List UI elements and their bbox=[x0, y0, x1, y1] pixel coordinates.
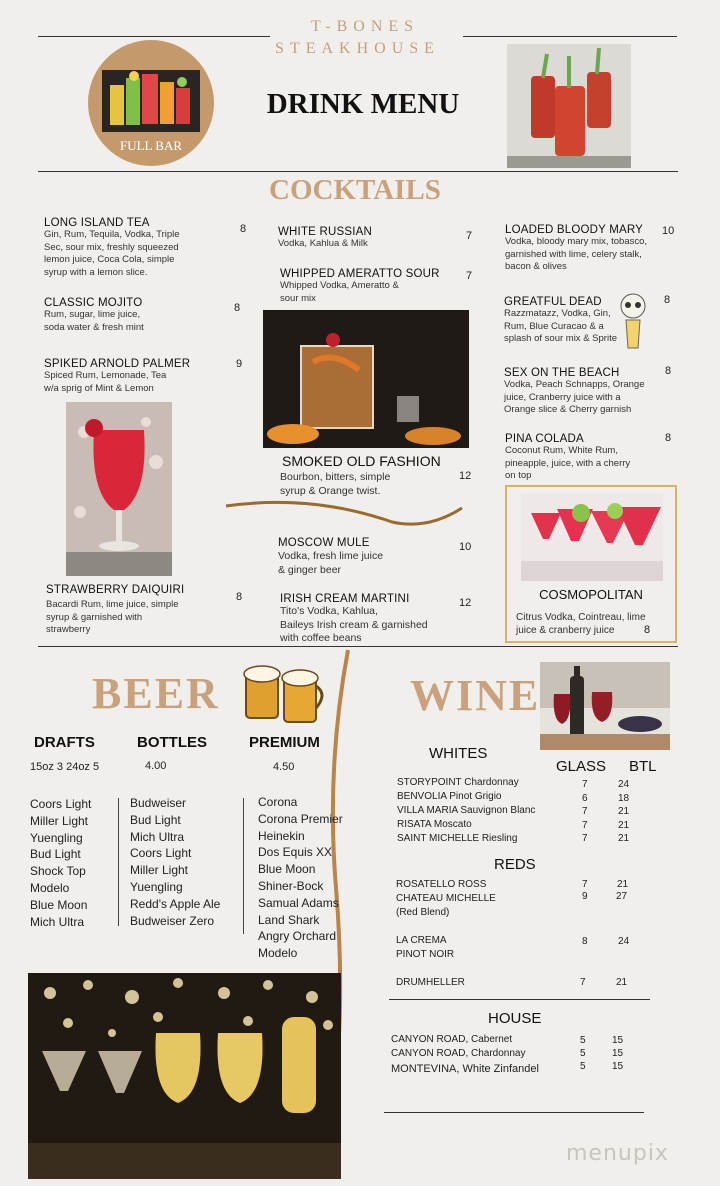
wine-btl-price: 21 bbox=[618, 833, 630, 844]
cocktail-price: 8 bbox=[240, 223, 247, 235]
wine-heading: WINE bbox=[410, 671, 541, 720]
wine-row: STORYPOINT Chardonnay bbox=[397, 777, 519, 788]
list-item: Dos Equis XX bbox=[258, 845, 333, 860]
beer-bottles-list bbox=[130, 795, 220, 929]
house-bottom-rule bbox=[384, 1112, 644, 1113]
header-rule-left bbox=[38, 36, 270, 37]
list-item: Corona Premier bbox=[258, 811, 343, 826]
list-item: Bud Light bbox=[30, 847, 81, 862]
wine-bottle-photo bbox=[540, 662, 670, 750]
list-item: Heinekin bbox=[258, 828, 305, 843]
wine-glass-price: 5 bbox=[580, 1035, 586, 1046]
wine-btl-price: 24 bbox=[618, 936, 630, 947]
wine-glass-price: 7 bbox=[582, 879, 588, 890]
beer-col-divider bbox=[243, 798, 244, 934]
cocktail-price: 8 bbox=[644, 624, 651, 636]
cocktail-long-island: LONG ISLAND TEA Gin, Rum, Tequila, Vodka, Triple Sec, sour mix, freshly squeezed lemon juice, Coca Cola, simple syrup with a lemon slice. bbox=[44, 217, 249, 279]
list-item: Redd's Apple Ale bbox=[130, 896, 221, 911]
wine-btl-price: 21 bbox=[618, 806, 630, 817]
cocktail-mojito: CLASSIC MOJITO Rum, sugar, lime juice, soda water & fresh mint bbox=[44, 297, 144, 333]
wine-btl-price: 21 bbox=[616, 977, 628, 988]
cocktail-price: 8 bbox=[236, 591, 243, 603]
list-item: Mich Ultra bbox=[30, 914, 85, 929]
beer-drafts-header: DRAFTS bbox=[34, 734, 95, 751]
cosmopolitan-desc: Citrus Vodka, Cointreau, lime juice & cranberry juice bbox=[516, 612, 646, 636]
wine-row: CHATEAU MICHELLE bbox=[396, 893, 496, 904]
cocktail-price: 8 bbox=[665, 365, 672, 377]
cocktail-price: 10 bbox=[662, 225, 675, 237]
beer-bottles-header: BOTTLES bbox=[137, 734, 207, 751]
bloody-mary-photo bbox=[507, 44, 631, 168]
wine-row: SAINT MICHELLE Riesling bbox=[397, 833, 518, 844]
wine-btl-header: BTL bbox=[629, 758, 657, 775]
page-title: DRINK MENU bbox=[266, 88, 460, 120]
wine-row: ROSATELLO ROSS bbox=[396, 879, 487, 890]
beer-heading: BEER bbox=[92, 669, 220, 718]
cocktail-price: 8 bbox=[665, 432, 672, 444]
cocktail-irish-cream: IRISH CREAM MARTINI Tito's Vodka, Kahlua, Baileys Irish cream & garnished with coffee beans bbox=[280, 593, 428, 644]
wine-glass-price: 7 bbox=[582, 833, 588, 844]
strawberry-daiquiri-photo bbox=[66, 402, 172, 576]
beer-drafts-price: 15oz 3 24oz 5 bbox=[30, 761, 100, 773]
list-item: Miller Light bbox=[30, 813, 89, 828]
cocktails-top-rule bbox=[38, 171, 678, 172]
cocktail-price: 12 bbox=[459, 597, 472, 609]
wine-btl-price: 15 bbox=[612, 1061, 624, 1072]
cocktail-sex-on-the-beach: SEX ON THE BEACH Vodka, Peach Schnapps, Orange juice, Cranberry juice with a Orange slice & Cherry garnish bbox=[504, 367, 645, 415]
wine-btl-price: 27 bbox=[616, 891, 628, 902]
wine-btl-price: 15 bbox=[612, 1048, 624, 1059]
wine-glass-price: 7 bbox=[582, 779, 588, 790]
cocktail-price: 8 bbox=[664, 294, 671, 306]
list-item: Miller Light bbox=[130, 863, 189, 878]
menupix-watermark: menupix bbox=[566, 1141, 669, 1166]
brand-line1: T-BONES bbox=[310, 18, 420, 35]
wine-row: LA CREMA bbox=[396, 935, 447, 946]
cocktail-greatful-dead: GREATFUL DEAD Razzmatazz, Vodka, Gin, Rum, Blue Curacao & a splash of sour mix & Sprite bbox=[504, 296, 617, 344]
wine-btl-price: 24 bbox=[618, 779, 630, 790]
wine-btl-price: 21 bbox=[618, 820, 630, 831]
list-item: Budweiser Zero bbox=[130, 913, 215, 928]
wine-row: CANYON ROAD, Chardonnay bbox=[391, 1048, 526, 1059]
cocktail-price: 10 bbox=[459, 541, 472, 553]
list-item: Blue Moon bbox=[30, 897, 88, 912]
wine-glass-price: 7 bbox=[580, 977, 586, 988]
gold-swoosh-decoration bbox=[222, 496, 468, 536]
cosmopolitan-photo bbox=[521, 493, 663, 581]
wine-btl-price: 21 bbox=[617, 879, 629, 890]
cocktail-ameratto-sour: WHIPPED AMERATTO SOUR Whipped Vodka, Ameratto & sour mix bbox=[280, 268, 440, 304]
beer-mugs-icon bbox=[240, 650, 330, 728]
cocktail-moscow-mule: MOSCOW MULE Vodka, fresh lime juice & ginger beer bbox=[278, 537, 384, 576]
cocktail-old-fashion: Bourbon, bitters, simple syrup & Orange twist. bbox=[280, 471, 391, 497]
cocktail-price: 7 bbox=[466, 270, 473, 282]
wine-row-note: PINOT NOIR bbox=[396, 949, 455, 960]
wine-row: RISATA Moscato bbox=[397, 819, 472, 830]
wine-row-note: (Red Blend) bbox=[396, 907, 450, 918]
beer-premium-price: 4.50 bbox=[273, 761, 295, 773]
cocktail-price: 7 bbox=[466, 230, 473, 242]
header-rule-right bbox=[463, 36, 677, 37]
brand-line2: STEAKHOUSE bbox=[275, 40, 440, 57]
list-item: Shiner-Bock bbox=[258, 878, 324, 893]
cocktail-old-fashion-name: SMOKED OLD FASHION bbox=[282, 453, 441, 469]
wine-reds-header: REDS bbox=[494, 856, 536, 873]
cosmopolitan-frame bbox=[505, 485, 677, 643]
cocktail-white-russian: WHITE RUSSIAN Vodka, Kahlua & Milk bbox=[278, 226, 372, 249]
cocktail-price: 9 bbox=[236, 358, 243, 370]
section-divider bbox=[38, 646, 678, 647]
list-item: Angry Orchard bbox=[258, 929, 337, 944]
wine-glass-price: 7 bbox=[582, 806, 588, 817]
list-item: Corona bbox=[258, 795, 298, 809]
beer-premium-list bbox=[258, 794, 343, 962]
cocktail-arnold-palmer: SPIKED ARNOLD PALMER Spiced Rum, Lemonade, Tea w/a sprig of Mint & Lemon bbox=[44, 358, 191, 394]
list-item: Yuengling bbox=[30, 830, 83, 845]
cocktail-price: 8 bbox=[234, 302, 241, 314]
list-item: Shock Top bbox=[30, 864, 86, 879]
wine-whites-header: WHITES bbox=[429, 745, 488, 762]
house-top-rule bbox=[389, 999, 650, 1000]
wine-glass-header: GLASS bbox=[556, 758, 607, 775]
wine-row: VILLA MARIA Sauvignon Blanc bbox=[397, 805, 536, 816]
list-item: Coors Light bbox=[130, 846, 192, 861]
wine-row: BENVOLIA Pinot Grigio bbox=[397, 791, 502, 802]
list-item: Modelo bbox=[30, 880, 70, 895]
list-item: Land Shark bbox=[258, 912, 320, 927]
wine-glass-price: 9 bbox=[582, 891, 588, 902]
beer-drafts-list bbox=[30, 796, 91, 930]
cocktail-bloody-mary: LOADED BLOODY MARY Vodka, bloody mary mix, tobasco, garnished with lime, celery stalk, bacon & olives bbox=[505, 224, 648, 272]
list-item: Mich Ultra bbox=[130, 829, 185, 844]
list-item: Coors Light bbox=[30, 797, 92, 811]
wine-glass-price: 6 bbox=[582, 793, 588, 804]
list-item: Samual Adams bbox=[258, 895, 339, 910]
cocktail-name: LONG ISLAND TEA bbox=[44, 217, 150, 229]
list-item: Blue Moon bbox=[258, 862, 316, 877]
beer-bottles-price: 4.00 bbox=[145, 760, 167, 772]
full-bar-label: FULL BAR bbox=[120, 138, 182, 153]
list-item: Budweiser bbox=[130, 796, 187, 810]
skull-cocktail-icon bbox=[616, 290, 650, 352]
full-bar-badge bbox=[88, 40, 214, 166]
cosmopolitan-name: COSMOPOLITAN bbox=[539, 587, 643, 602]
wine-glass-price: 5 bbox=[580, 1048, 586, 1059]
wine-btl-price: 18 bbox=[618, 793, 630, 804]
cocktail-daiquiri: STRAWBERRY DAIQUIRI Bacardi Rum, lime juice, simple syrup & garnished with strawberry bbox=[46, 584, 185, 635]
list-item: Bud Light bbox=[130, 812, 181, 827]
beer-premium-header: PREMIUM bbox=[249, 734, 320, 751]
wine-btl-price: 15 bbox=[612, 1035, 624, 1046]
list-item: Modelo bbox=[258, 946, 298, 961]
wine-row: MONTEVINA, White Zinfandel bbox=[391, 1063, 539, 1075]
wine-row: CANYON ROAD, Cabernet bbox=[391, 1034, 513, 1045]
champagne-glasses-photo bbox=[28, 973, 341, 1179]
wine-glass-price: 7 bbox=[582, 820, 588, 831]
wine-row: DRUMHELLER bbox=[396, 977, 465, 988]
old-fashion-photo bbox=[263, 310, 469, 448]
wine-glass-price: 5 bbox=[580, 1061, 586, 1072]
cocktail-price: 12 bbox=[459, 470, 472, 482]
cocktail-pina-colada: PINA COLADA Coconut Rum, White Rum, pineapple, juice, with a cherry on top bbox=[505, 433, 631, 481]
list-item: Yuengling bbox=[130, 879, 183, 894]
cocktails-heading: COCKTAILS bbox=[269, 174, 441, 206]
wine-glass-price: 8 bbox=[582, 936, 588, 947]
wine-house-header: HOUSE bbox=[488, 1010, 542, 1027]
beer-col-divider bbox=[118, 798, 119, 926]
